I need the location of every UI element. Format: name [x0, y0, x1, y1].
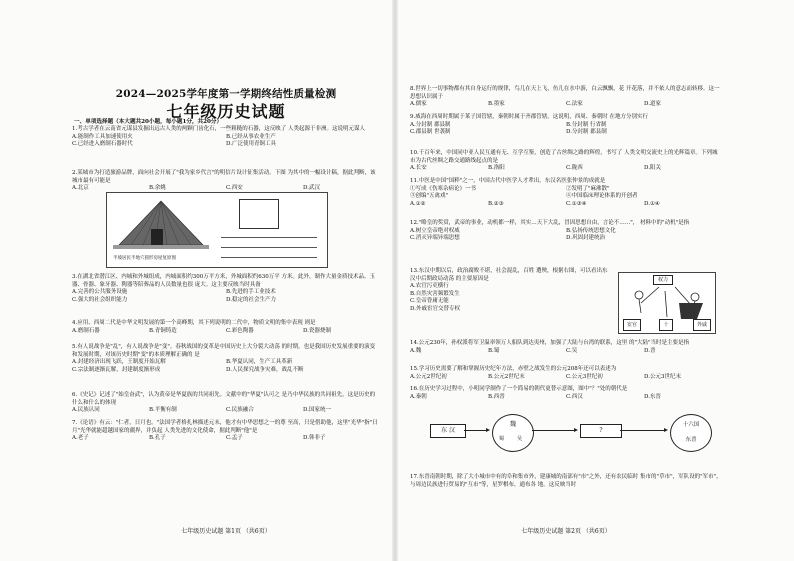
answer-option[interactable]: B.自然灾害频繁发生 — [410, 290, 460, 297]
timeline-east-jin: 东晋 — [685, 437, 697, 443]
answer-option[interactable]: ④中国临床理论体系的开创者 — [566, 193, 638, 200]
answer-option[interactable]: D.晋 — [644, 347, 656, 354]
answer-option[interactable]: D.外戚宦官交替专权 — [410, 305, 460, 312]
answer-option[interactable]: ①写成《伤寒杂病论》一书 — [410, 185, 477, 192]
answer-option[interactable]: A.长安 — [410, 165, 427, 172]
answer-option[interactable]: D.道家 — [644, 101, 661, 108]
answer-option[interactable]: ③创编"五禽戏" — [410, 193, 449, 200]
answer-option[interactable]: D.公元3世纪末 — [644, 373, 681, 380]
answer-option[interactable]: C.西安 — [226, 185, 243, 192]
answer-option[interactable]: C.吴 — [566, 347, 578, 354]
answer-option[interactable]: A.农官污吏横行 — [410, 283, 449, 290]
answer-option[interactable]: A.树立皇帝绝对权威 — [410, 227, 460, 234]
answer-option[interactable]: C.公元3世纪初 — [566, 373, 603, 380]
question-14 — [410, 340, 722, 355]
question-stem: 12."略皇的奖赏，武帝的事业，动机都一样，其实…天下大乱，冒因思想自由，言论不……"， 材料中的"动机"是指 — [410, 220, 690, 226]
answer-options — [410, 394, 722, 402]
timeline-wei: 魏 — [509, 421, 516, 428]
question-stem: 1.考古学者在云南省元谋县发掘出远古人类的两颗门齿化石，一些粗糙的石器，这反映了 人类起源于非洲。这说明元谋人 — [72, 126, 365, 132]
answer-option[interactable]: C.彩色陶器 — [226, 327, 254, 334]
question-17 — [410, 474, 722, 489]
question-stem: 6.《史记》记述了"始皇奋武"，认为黄帝是华夏族的共同祖先。文献中的"华夏"认可之 是乃中华民族的共同祖先，这是历史的什么和什么的体现 — [72, 392, 376, 406]
answer-option[interactable]: B.墨家 — [488, 101, 505, 108]
answer-option[interactable]: C.郡县制 世袭制 — [410, 129, 451, 136]
question-3 — [72, 274, 380, 304]
question-stem: 16.在历史学习过程中，小明同学制作了一个简易的朝代更替示意图，图中"？"处的朝代是 — [410, 386, 628, 392]
answer-option[interactable]: D.人民探究战争灾难，战乱不断 — [226, 366, 304, 373]
question-13 — [410, 268, 610, 314]
question-7 — [72, 420, 380, 443]
answer-option[interactable]: B.孔子 — [149, 435, 166, 442]
figure-label-power: 权力 — [653, 275, 673, 285]
answer-option[interactable]: B.平衡有制 — [149, 407, 177, 414]
arrow-head — [664, 428, 668, 432]
page-footer: 七年级历史试题 第2页 （共6页） — [521, 528, 611, 535]
answer-option[interactable]: D.分封制 郡县制 — [566, 129, 607, 136]
question-stem: 4.应用、西周二代是中华文明发展的第一个高峰期，其下列说明的二代中，物质文明的集中表现 则是 — [72, 320, 316, 326]
answer-options — [72, 435, 380, 443]
question-stem: 8.世界上一切事物都有其自身运行的规律，鸟儿在天上飞，鱼儿在水中游，白云飘飘，花 开花落，并不依人的意志而转移。这一思想认识属于 — [410, 86, 720, 100]
question-stem: 11.中医是中国"国粹"之一，中国古代中医学人才辈出。东汉名医张仲景的成就是 — [410, 178, 606, 184]
question-stem: 15.学习历史需要了解和掌握历史纪年方法，赤壁之战发生的公元208年还可以表述为 — [410, 366, 617, 372]
answer-option[interactable]: B.洛阳 — [488, 165, 505, 172]
answer-options — [72, 407, 380, 415]
answer-option[interactable]: C.宗法制逐渐瓦解，封建制度渐形成 — [72, 366, 161, 373]
answer-options — [410, 283, 610, 313]
hut-illustration — [111, 197, 211, 259]
answer-options — [410, 165, 722, 173]
answer-option[interactable]: A.老子 — [72, 435, 89, 442]
answer-options — [72, 134, 380, 149]
exam-title: 七年级历史试题 — [166, 102, 286, 121]
exam-heading: 2024—2025学年度第一学期终结性质量检测 — [115, 88, 337, 100]
timeline-shu: 蜀 — [499, 436, 505, 442]
question-stem: 10.千百年来，中国同中亚人民互通有无、互学互鉴，创造了古丝绸之路的辉煌，书写了 人类文明交流史上的光辉篇章。下列城市为古代丝绸之路交通路线起点的是 — [410, 150, 718, 164]
timeline-sixteen-kingdoms — [670, 414, 712, 452]
question-8 — [410, 86, 722, 109]
arrow-head — [486, 428, 490, 432]
postcard-figure — [106, 192, 328, 268]
arrow-head — [574, 428, 578, 432]
timeline-wu: 吴 — [517, 436, 523, 442]
dynasty-timeline — [430, 414, 720, 460]
answer-options — [410, 228, 722, 243]
question-stem: 17.东晋南朝时期，除了大小城市中有的阜和集市外，建康城的南部有"市"之外，还有农民临时 集市的"草市"，军队设的"军市"，与周边民族进行贸易的"互市"等，星罗棋布，通布各 地。这反映当时 — [410, 474, 722, 488]
question-4 — [72, 320, 380, 335]
timeline-three-kingdoms — [492, 414, 534, 452]
question-2 — [72, 170, 380, 193]
answer-option[interactable]: C.西汉 — [566, 393, 583, 400]
answer-option[interactable]: A.磨制石器 — [72, 327, 100, 334]
answer-option[interactable]: B.蜀 — [488, 347, 500, 354]
address-line — [221, 247, 317, 248]
question-6 — [72, 392, 380, 415]
answer-option[interactable]: C.消灭异端异端思想 — [410, 235, 460, 242]
timeline-east-han: 东 汉 — [430, 424, 466, 438]
answer-option[interactable]: C.已经进入磨制石器时代 — [72, 141, 133, 148]
answer-option[interactable]: C.①③④ — [566, 200, 587, 207]
answer-option[interactable]: C.皇帝昏庸无能 — [410, 298, 449, 305]
answer-option[interactable]: A.能制作工具加速使用火 — [72, 133, 133, 140]
answer-option[interactable]: A.封建经济出现飞跃，王制度开始瓦解 — [72, 359, 166, 366]
figure-caption: 半坡居民半地穴圆形房屋复原图 — [113, 256, 176, 261]
figure-label-consort: 外戚 — [693, 319, 711, 331]
answer-option[interactable]: D.武汉 — [303, 185, 320, 192]
address-line — [221, 257, 317, 258]
answer-option[interactable]: B.弘扬传统思想文化 — [566, 227, 616, 234]
answer-option[interactable]: A.秦朝 — [410, 393, 427, 400]
answer-option[interactable]: D.广泛使用青铜工具 — [226, 141, 276, 148]
answer-option[interactable]: B.华夏认同，生产工具革新 — [226, 359, 293, 366]
answer-option[interactable]: D.阳关 — [644, 165, 661, 172]
address-line — [221, 237, 317, 238]
left-page — [72, 0, 380, 561]
answer-options — [410, 186, 722, 209]
figure-label-mid: 十 — [659, 319, 673, 331]
answer-option[interactable]: A.①② — [410, 200, 426, 207]
question-stem: 2.某城市为打造旅游品牌，面向社会开展了"我为家乡代言"的明信片设计征集活动。下图 为其中的一幅设计稿，据此判断，该城市最有可能是 — [72, 170, 376, 184]
answer-options — [72, 289, 380, 304]
answer-option[interactable]: C.法家 — [566, 101, 583, 108]
question-stem: 7.《论语》有云："仁者，日月也。"法国学者格扎林描述元末，他才有中华思想之一的尊 至高，只是借助他，这里"光华"指"日月"光华就能超越国家的疆界，并负起 人类先进的文化使命，据此判断"他"是 — [72, 420, 378, 434]
answer-option[interactable]: B.已经从事农业生产 — [226, 133, 276, 140]
answer-option[interactable]: D.韩非子 — [303, 435, 326, 442]
answer-option[interactable]: B.青铜铸造 — [149, 327, 177, 334]
answer-option[interactable]: C.民族融合 — [226, 407, 254, 414]
answer-option[interactable]: A.魏 — [410, 347, 422, 354]
question-stem: 13.东汉中期以后，政治腐败不堪，社会混乱，百姓 遭殃，根据右图，可以看出东汉中后期政局动荡 的主要原因是 — [410, 268, 608, 282]
right-page — [410, 0, 722, 561]
answer-option[interactable]: B.先进的手工业技术 — [226, 289, 276, 296]
answer-options — [410, 122, 722, 137]
answer-options — [72, 359, 380, 374]
answer-option[interactable]: A.分封制 郡县制 — [410, 121, 451, 128]
page-fold — [392, 0, 398, 561]
answer-options — [410, 374, 722, 382]
stamp-box — [239, 199, 279, 229]
answer-option[interactable]: A.北京 — [72, 185, 89, 192]
answer-option[interactable]: ②发明了"麻沸散" — [566, 185, 610, 192]
answer-options — [72, 328, 380, 336]
arrow — [532, 430, 576, 431]
answer-option[interactable]: D.东晋 — [644, 393, 661, 400]
answer-option[interactable]: B.公元2世纪末 — [488, 373, 525, 380]
page-footer: 七年级历史试题 第1页 （共6页） — [181, 528, 271, 535]
answer-option[interactable]: B.余姚 — [149, 185, 166, 192]
question-16 — [410, 386, 722, 401]
question-10 — [410, 150, 722, 173]
section-heading: 一、单项选择题（本大题共20小题，每小题1分，共20分） — [74, 119, 223, 125]
answer-option[interactable]: D.巩固封建统治 — [566, 235, 605, 242]
answer-option[interactable]: C.孟子 — [226, 435, 243, 442]
answer-options — [410, 101, 722, 109]
answer-option[interactable]: D.国家统一 — [303, 407, 331, 414]
question-15 — [410, 366, 722, 381]
question-5 — [72, 344, 380, 374]
answer-options — [410, 348, 722, 356]
answer-option[interactable]: D.瓷器烧制 — [303, 327, 331, 334]
timeline-unknown: ? — [580, 424, 622, 438]
question-stem: 14.公元230年，孙权派将军卫温率领万人船队到达夷州，加强了大陆与台湾的联系，这里 的"大陆"当时是主要是指 — [410, 340, 690, 346]
arrow — [464, 430, 488, 431]
answer-option[interactable]: A.完善的公共服务设施 — [72, 289, 128, 296]
answer-option[interactable]: D.稳定的社会生产力 — [226, 296, 276, 303]
answer-option[interactable]: A.公元2世纪初 — [410, 373, 447, 380]
question-stem: 9.威海在西周时期属于莱子国管辖，秦朝时属于齐郡管辖。这说明，西周、秦朝时 在地方分别实行 — [410, 114, 648, 120]
question-stem: 3.在湖北省潜江区、内城和外城组成，内城面积约300万平方米，外城面积约630万平 方米。此外，制作大量金质技术品、玉器、骨器、象牙器、陶器等陪葬品的人员数量也很 庞大。这主要反映当时具备 — [72, 274, 375, 288]
answer-option[interactable]: A.民族认同 — [72, 407, 100, 414]
answer-option[interactable]: C.强大的社会组织能力 — [72, 296, 128, 303]
figure-label-eunuch: 宦官 — [623, 319, 641, 331]
answer-option[interactable]: C.陇西 — [566, 165, 583, 172]
arrow — [620, 430, 666, 431]
timeline-sixteen: 十六国 — [682, 422, 700, 428]
answer-option[interactable]: B.②③ — [488, 200, 504, 207]
question-1 — [72, 126, 380, 149]
question-11 — [410, 178, 722, 208]
question-stem: 5.有人说战争是"乱"，有人说战争是"变"。春秋战国的变革是中国历史上大分裂大动荡 的时期，也是我国历史发展重要的演变和发展时期，对该历史时期"变"的本质理解正确的 是 — [72, 344, 376, 358]
answer-option[interactable]: B.分封制 行省制 — [566, 121, 607, 128]
answer-option[interactable]: D.①④ — [644, 200, 660, 207]
answer-option[interactable]: B.西晋 — [488, 393, 505, 400]
power-struggle-figure — [618, 272, 716, 334]
question-9 — [410, 114, 722, 137]
question-12 — [410, 220, 722, 243]
answer-option[interactable]: A.儒家 — [410, 101, 427, 108]
